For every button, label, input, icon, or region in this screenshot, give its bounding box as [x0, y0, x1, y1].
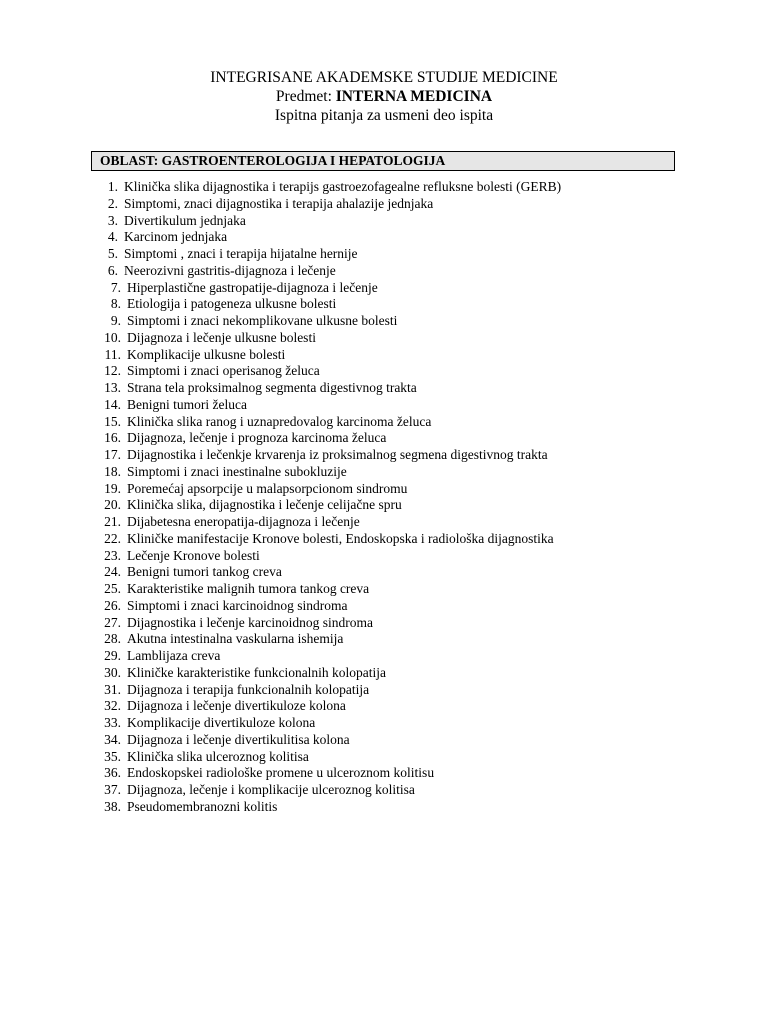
item-number: 32.	[104, 698, 121, 714]
item-number: 9.	[110, 313, 121, 328]
list-item	[0, 698, 768, 715]
item-text: Lečenje Kronove bolesti	[127, 547, 260, 563]
list-item	[0, 347, 768, 364]
list-item	[0, 548, 768, 565]
list-item	[0, 749, 768, 766]
list-item	[0, 280, 768, 297]
list-item	[0, 514, 768, 531]
list-item	[0, 615, 768, 632]
item-number: 34.	[104, 731, 121, 747]
item-text: Simptomi i znaci operisanog želuca	[127, 363, 320, 379]
item-number: 31.	[104, 681, 121, 697]
item-number: 25.	[104, 581, 121, 596]
question-list	[0, 179, 768, 816]
item-text: Dijagnostika i lečenje karcinoidnog sindroma	[127, 614, 373, 630]
list-item	[0, 363, 768, 380]
item-text: Strana tela proksimalnog segmenta digestivnog trakta	[127, 380, 417, 395]
list-item	[0, 330, 768, 347]
list-item	[0, 732, 768, 749]
item-text: Simptomi i znaci karcinoidnog sindroma	[127, 597, 348, 613]
item-text: Divertikulum jednjaka	[124, 212, 246, 228]
list-item	[0, 196, 768, 213]
subject-label: Predmet:	[275, 88, 332, 105]
list-item	[0, 296, 768, 313]
item-text: Dijabetesna eneropatija-dijagnoza i lečenje	[127, 514, 360, 529]
item-number: 10.	[104, 329, 121, 345]
item-number: 26.	[104, 597, 121, 613]
item-number: 14.	[104, 396, 121, 412]
item-text: Klinička slika ranog i uznapredovalog karcinoma želuca	[127, 413, 432, 429]
item-number: 21.	[104, 514, 121, 529]
item-number: 15.	[104, 413, 121, 429]
item-number: 38.	[104, 798, 121, 814]
item-text: Dijagnoza i lečenje ulkusne bolesti	[127, 329, 316, 345]
subject-line	[0, 87, 768, 106]
list-item	[0, 648, 768, 665]
item-number: 35.	[104, 748, 121, 764]
item-text: Benigni tumori tankog creva	[127, 564, 282, 580]
item-text: Dijagnoza, lečenje i komplikacije ulceroznog kolitisa	[127, 782, 415, 797]
list-item	[0, 497, 768, 514]
item-number: 3.	[107, 212, 118, 228]
list-item	[0, 765, 768, 782]
item-text: Dijagnostika i lečenkje krvarenja iz proksimalnog segmena digestivnog trakta	[127, 447, 548, 462]
list-item	[0, 414, 768, 431]
document-header	[0, 68, 768, 125]
subject-value: INTERNA MEDICINA	[335, 88, 493, 105]
item-text: Karakteristike malignih tumora tankog creva	[127, 581, 370, 596]
item-text: Simptomi, znaci dijagnostika i terapija ahalazije jednjaka	[124, 195, 434, 211]
item-number: 17.	[104, 447, 121, 462]
item-text: Dijagnoza i lečenje divertikuloze kolona	[127, 698, 346, 714]
item-text: Pseudomembranozni kolitis	[127, 798, 278, 814]
list-item	[0, 430, 768, 447]
item-number: 29.	[104, 648, 121, 663]
item-text: Endoskopskei radiološke promene u ulceroznom kolitisu	[127, 765, 435, 781]
item-number: 18.	[104, 463, 121, 479]
item-text: Dijagnoza i lečenje divertikulitisa kolona	[127, 731, 350, 747]
item-number: 27.	[104, 614, 121, 630]
item-number: 23.	[104, 547, 121, 563]
item-text: Karcinom jednjaka	[124, 229, 228, 245]
item-text: Komplikacije ulkusne bolesti	[127, 346, 286, 362]
list-item	[0, 179, 768, 196]
list-item	[0, 531, 768, 548]
list-item	[0, 263, 768, 280]
item-number: 11.	[104, 346, 121, 362]
exam-title: Ispitna pitanja za usmeni deo ispita	[274, 107, 494, 124]
item-number: 24.	[104, 564, 121, 580]
item-number: 28.	[104, 631, 121, 647]
list-item	[0, 397, 768, 414]
item-text: Neerozivni gastritis-dijagnoza i lečenje	[124, 262, 336, 278]
item-text: Klinička slika dijagnostika i terapijs gastroezofagealne refluksne bolesti (GERB)	[124, 179, 562, 194]
list-item	[0, 564, 768, 581]
item-number: 5.	[107, 246, 118, 261]
item-text: Akutna intestinalna vaskularna ishemija	[127, 631, 344, 647]
item-number: 20.	[104, 497, 121, 513]
item-text: Klinička slika ulceroznog kolitisa	[127, 748, 309, 764]
list-item	[0, 246, 768, 263]
list-item	[0, 213, 768, 230]
item-number: 16.	[104, 430, 121, 446]
item-number: 1.	[107, 179, 118, 194]
item-number: 13.	[104, 380, 121, 395]
item-number: 36.	[104, 765, 121, 781]
item-text: Etiologija i patogeneza ulkusne bolesti	[127, 296, 337, 312]
item-number: 8.	[110, 296, 121, 312]
list-item	[0, 682, 768, 699]
list-item	[0, 598, 768, 615]
list-item	[0, 380, 768, 397]
item-number: 30.	[104, 664, 121, 680]
list-item	[0, 715, 768, 732]
item-number: 33.	[104, 715, 121, 730]
item-text: Lamblijaza creva	[127, 648, 221, 663]
list-item	[0, 782, 768, 799]
item-text: Kliničke manifestacije Kronove bolesti, Endoskopska i radiološka dijagnostika	[127, 530, 554, 546]
item-number: 22.	[104, 530, 121, 546]
list-item	[0, 481, 768, 498]
item-text: Simptomi , znaci i terapija hijatalne hernije	[124, 246, 358, 261]
item-number: 6.	[107, 262, 118, 278]
item-text: Komplikacije divertikuloze kolona	[127, 715, 316, 730]
list-item	[0, 313, 768, 330]
item-text: Benigni tumori želuca	[127, 396, 247, 412]
item-number: 12.	[104, 363, 121, 379]
item-text: Dijagnoza i terapija funkcionalnih kolopatija	[127, 681, 370, 697]
item-number: 7.	[110, 279, 121, 295]
list-item	[0, 581, 768, 598]
item-text: Simptomi i znaci inestinalne subokluzije	[127, 463, 347, 479]
item-text: Simptomi i znaci nekomplikovane ulkusne bolesti	[127, 313, 398, 328]
list-item	[0, 665, 768, 682]
section-title: OBLAST: GASTROENTEROLOGIJA I HEPATOLOGIJA	[91, 151, 675, 171]
item-number: 19.	[104, 480, 121, 496]
item-number: 4.	[107, 229, 118, 245]
item-text: Klinička slika, dijagnostika i lečenje celijačne spru	[127, 497, 402, 513]
list-item	[0, 799, 768, 816]
item-text: Hiperplastične gastropatije-dijagnoza i lečenje	[127, 279, 378, 295]
list-item	[0, 229, 768, 246]
institution-title: INTEGRISANE AKADEMSKE STUDIJE MEDICINE	[210, 69, 558, 86]
list-item	[0, 447, 768, 464]
item-number: 37.	[104, 782, 121, 797]
list-item	[0, 464, 768, 481]
item-text: Kliničke karakteristike funkcionalnih kolopatija	[127, 664, 387, 680]
item-text: Poremećaj apsorpcije u malapsorpcionom sindromu	[127, 480, 408, 496]
item-text: Dijagnoza, lečenje i prognoza karcinoma želuca	[127, 430, 387, 446]
item-number: 2.	[107, 195, 118, 211]
list-item	[0, 631, 768, 648]
